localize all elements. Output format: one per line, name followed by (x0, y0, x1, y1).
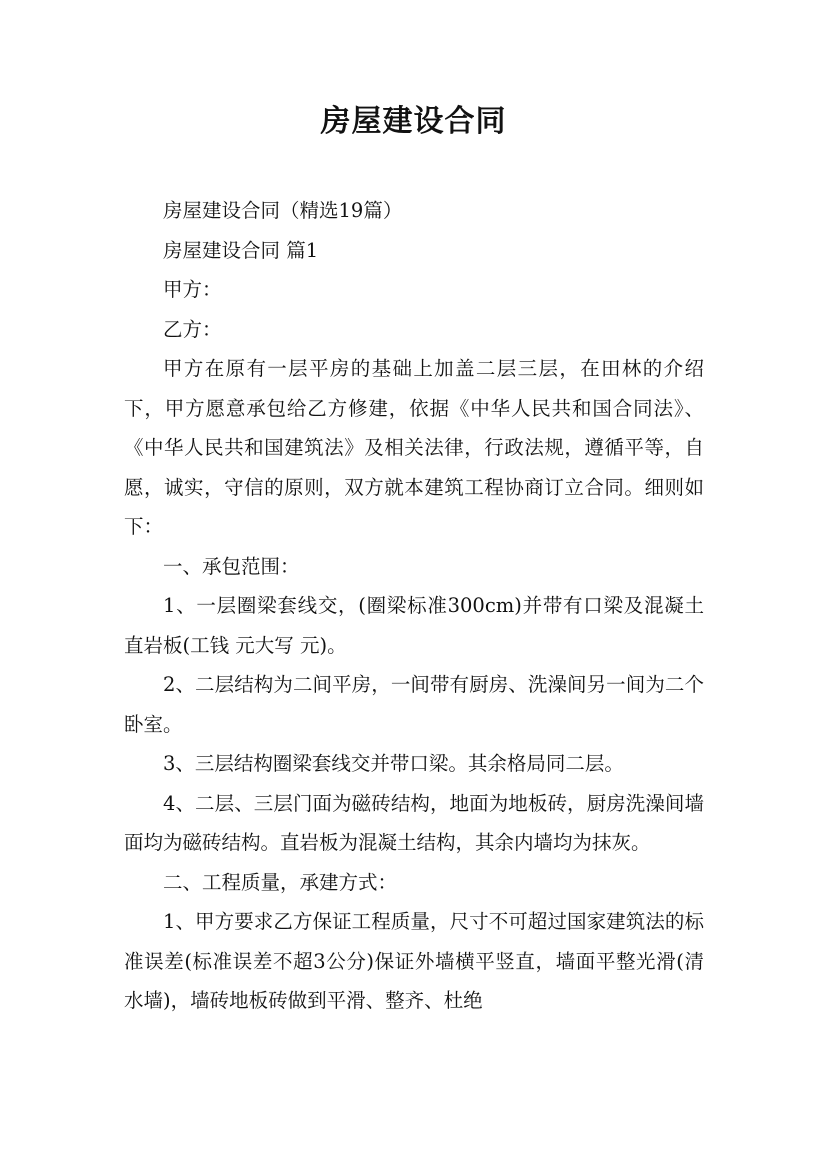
document-body (124, 191, 704, 1021)
paragraph-quality-item-1: 1、甲方要求乙方保证工程质量，尺寸不可超过国家建筑法的标准误差(标准误差不超3公分)保证外墙横平竖直，墙面平整光滑(清水墙)，墙砖地板砖做到平滑、整齐、杜绝 (124, 910, 704, 1012)
paragraph-scope-item-2: 2、二层结构为二间平房，一间带有厨房、洗澡间另一间为二个卧室。 (124, 673, 704, 736)
paragraph-scope-item-4: 4、二层、三层门面为磁砖结构，地面为地板砖，厨房洗澡间墙面均为磁砖结构。直岩板为混凝土结构，其余内墙均为抹灰。 (124, 791, 704, 854)
paragraph-section-heading: 房屋建设合同 篇1 (163, 238, 319, 262)
paragraph-quality-heading: 二、工程质量，承建方式： (163, 870, 398, 894)
paragraph-scope-item-1: 1、一层圈梁套线交，(圈梁标准300cm)并带有口梁及混凝土直岩板(工钱 元大写 元)。 (124, 594, 704, 657)
document-title: 房屋建设合同 (320, 104, 507, 139)
paragraph-party-b: 乙方： (163, 317, 222, 341)
paragraph-subtitle: 房屋建设合同（精选19篇） (163, 199, 403, 222)
paragraph-scope-heading: 一、承包范围： (163, 554, 300, 578)
paragraph-party-a: 甲方： (163, 278, 222, 301)
paragraph-preamble: 甲方在原有一层平房的基础上加盖二层三层，在田林的介绍下，甲方愿意承包给乙方修建，依据《中华人民共和国合同法》、《中华人民共和国建筑法》及相关法律，行政法规，遵循平等，自愿，诚实，守信的原则，双方就本建筑工程协商订立合同。细则如下： (124, 357, 704, 538)
paragraph-scope-item-3: 3、三层结构圈梁套线交并带口梁。其余格局同二层。 (163, 752, 624, 775)
